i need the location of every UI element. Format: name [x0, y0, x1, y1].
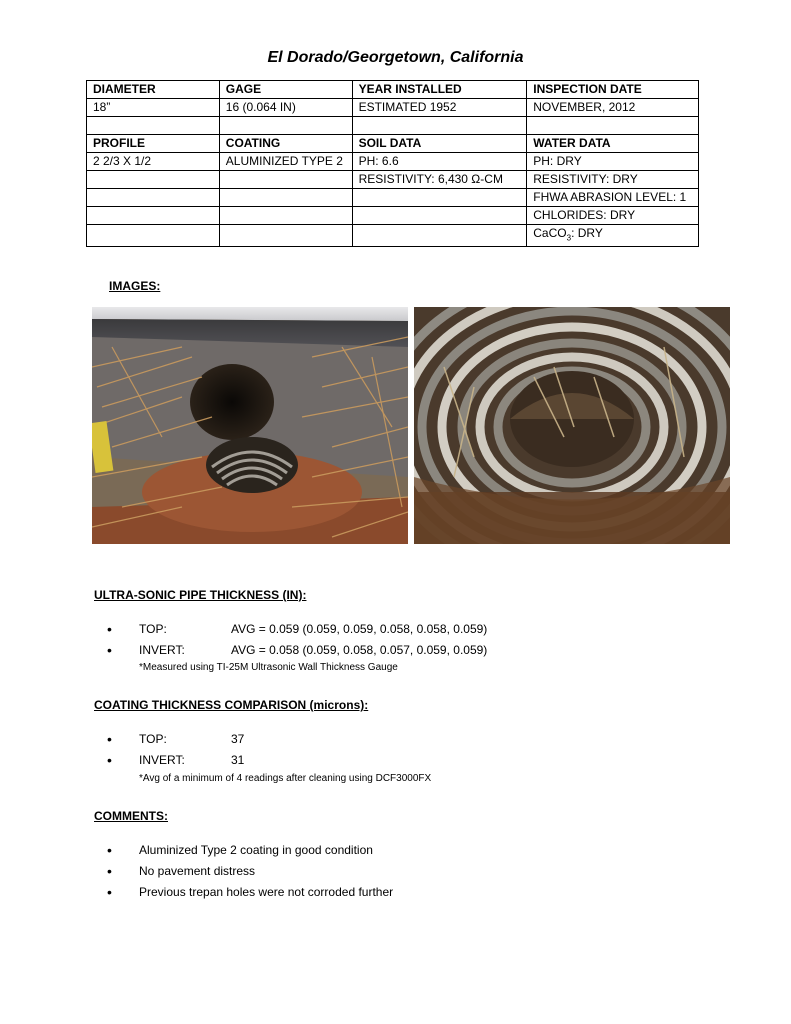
table-cell: [527, 117, 699, 135]
table-row: [87, 117, 699, 135]
coating-top-value: 37: [231, 732, 245, 746]
table-header-cell: GAGE: [219, 81, 352, 99]
table-cell: ALUMINIZED TYPE 2: [219, 153, 352, 171]
coating-note: *Avg of a minimum of 4 readings after cleaning using DCF3000FX: [139, 773, 432, 784]
culvert-inlet-photo: [92, 307, 408, 544]
table-cell: [219, 207, 352, 225]
comment-text: Previous trepan holes were not corroded further: [139, 885, 394, 899]
table-header-cell: DIAMETER: [87, 81, 220, 99]
table-cell: PH: DRY: [527, 153, 699, 171]
table-cell: [87, 225, 220, 247]
table-cell: RESISTIVITY: 6,430 Ω-CM: [352, 171, 527, 189]
table-cell: NOVEMBER, 2012: [527, 99, 699, 117]
table-row: [87, 207, 699, 225]
ultrasonic-invert-label: INVERT:: [139, 643, 185, 657]
table-cell: ESTIMATED 1952: [352, 99, 527, 117]
comment-text: Aluminized Type 2 coating in good condition: [139, 843, 373, 857]
pipe-info-table: [86, 80, 699, 247]
caco3-label: CaCO: [533, 226, 567, 240]
table-row: [87, 81, 699, 99]
table-row: [87, 171, 699, 189]
table-cell: [352, 117, 527, 135]
table-cell: 18”: [87, 99, 220, 117]
table-cell: [87, 117, 220, 135]
table-cell: [87, 171, 220, 189]
table-cell: 2 2/3 X 1/2: [87, 153, 220, 171]
table-cell: [87, 207, 220, 225]
caco3-value: : DRY: [571, 226, 603, 240]
table-cell: CHLORIDES: DRY: [527, 207, 699, 225]
table-cell: PH: 6.6: [352, 153, 527, 171]
table-cell: [527, 225, 699, 247]
comments-heading: COMMENTS:: [94, 809, 168, 823]
ultrasonic-note: *Measured using TI-25M Ultrasonic Wall Thickness Gauge: [139, 662, 398, 673]
table-header-cell: COATING: [219, 135, 352, 153]
table-cell: [219, 189, 352, 207]
coating-invert-value: 31: [231, 753, 245, 767]
table-cell: 16 (0.064 IN): [219, 99, 352, 117]
ultrasonic-heading: ULTRA-SONIC PIPE THICKNESS (IN):: [94, 588, 307, 602]
table-header-cell: WATER DATA: [527, 135, 699, 153]
table-row: [87, 99, 699, 117]
ultrasonic-invert-value: AVG = 0.058 (0.059, 0.058, 0.057, 0.059, 0.059): [231, 643, 488, 657]
table-cell: [352, 189, 527, 207]
table-cell: FHWA ABRASION LEVEL: 1: [527, 189, 699, 207]
coating-invert-label: INVERT:: [139, 753, 185, 767]
table-header-cell: INSPECTION DATE: [527, 81, 699, 99]
comment-text: No pavement distress: [139, 864, 256, 878]
table-cell: [352, 207, 527, 225]
table-row: [87, 189, 699, 207]
table-header-cell: SOIL DATA: [352, 135, 527, 153]
table-row: [87, 135, 699, 153]
ultrasonic-top-label: TOP:: [139, 622, 167, 636]
page-title: El Dorado/Georgetown, California: [267, 49, 524, 66]
table-cell: RESISTIVITY: DRY: [527, 171, 699, 189]
table-cell: [219, 117, 352, 135]
table-cell: [219, 225, 352, 247]
table-cell: [219, 171, 352, 189]
caco3-subscript: 3: [566, 233, 572, 243]
coating-top-label: TOP:: [139, 732, 167, 746]
table-row: [87, 225, 699, 247]
ultrasonic-top-value: AVG = 0.059 (0.059, 0.059, 0.058, 0.058, 0.059): [231, 622, 488, 636]
table-cell: [352, 225, 527, 247]
pipe-interior-photo: [414, 307, 730, 544]
images-heading: IMAGES:: [109, 279, 161, 293]
table-cell: [87, 189, 220, 207]
coating-heading: COATING THICKNESS COMPARISON (microns):: [94, 698, 369, 712]
table-header-cell: PROFILE: [87, 135, 220, 153]
table-row: [87, 153, 699, 171]
table-header-cell: YEAR INSTALLED: [352, 81, 527, 99]
